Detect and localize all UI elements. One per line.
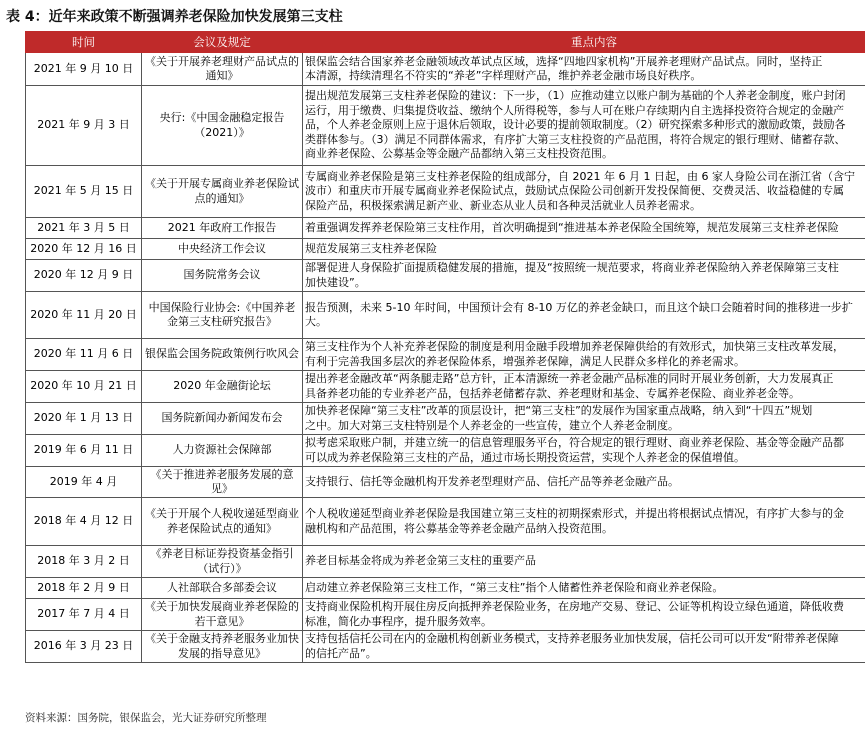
row-content: 着重强调发挥养老保险第三支柱作用，首次明确提到“推进基本养老保险全国统筹，规范发展第三支柱养老保险	[303, 218, 865, 239]
row-date: 2021 年 9 月 3 日	[26, 86, 142, 166]
row-meeting: 2020 年金融街论坛	[142, 371, 303, 403]
table-row	[26, 578, 865, 599]
row-content: 加快养老保障“第三支柱”改革的顶层设计，把“第三支柱”的发展作为国家重点战略，纳入到“十四五”规划 之中。加大对第三支柱特别是个人养老金的一些宣传，建立个人养老金制度。	[303, 403, 865, 435]
row-content: 规范发展第三支柱养老保险	[303, 239, 865, 260]
table-row	[26, 339, 865, 371]
row-content: 养老目标基金将成为养老金第三支柱的重要产品	[303, 546, 865, 578]
row-date: 2021 年 3 月 5 日	[26, 218, 142, 239]
row-content: 第三支柱作为个人补充养老保险的制度是利用金融手段增加养老保障供给的有效形式，加快第三支柱改革发展， 有利于完善我国多层次的养老保险体系，增强养老保障，满足人民群众多样化的养老需求。	[303, 339, 865, 371]
row-date: 2020 年 12 月 16 日	[26, 239, 142, 260]
table-row	[26, 467, 865, 498]
row-date: 2018 年 3 月 2 日	[26, 546, 142, 578]
row-date: 2020 年 12 月 9 日	[26, 260, 142, 292]
row-meeting: 2021 年政府工作报告	[142, 218, 303, 239]
table-row	[26, 166, 865, 218]
table-row	[26, 86, 865, 166]
row-meeting: 银保监会国务院政策例行吹风会	[142, 339, 303, 371]
row-date: 2020 年 11 月 6 日	[26, 339, 142, 371]
table-header-row	[26, 32, 865, 53]
header-time: 时间	[26, 32, 142, 53]
row-date: 2019 年 4 月	[26, 467, 142, 498]
row-date: 2016 年 3 月 23 日	[26, 631, 142, 663]
table-row	[26, 218, 865, 239]
row-date: 2021 年 9 月 10 日	[26, 53, 142, 86]
table-row	[26, 53, 865, 86]
row-meeting: 《关于推进养老服务发展的意见》	[142, 467, 303, 498]
table-row	[26, 403, 865, 435]
row-meeting: 《关于开展个人税收递延型商业养老保险试点的通知》	[142, 498, 303, 546]
row-date: 2020 年 10 月 21 日	[26, 371, 142, 403]
table-row	[26, 260, 865, 292]
header-content: 重点内容	[303, 32, 865, 53]
row-content: 支持商业保险机构开展住房反向抵押养老保险业务，在房地产交易、登记、公证等机构设立绿色通道，降低收费 标准，简化办事程序，提升服务效率。	[303, 599, 865, 631]
row-meeting: 中央经济工作会议	[142, 239, 303, 260]
row-meeting: 国务院新闻办新闻发布会	[142, 403, 303, 435]
row-meeting: 《关于开展养老理财产品试点的通知》	[142, 53, 303, 86]
row-content: 启动建立养老保险第三支柱工作，“第三支柱”指个人储蓄性养老保险和商业养老保险。	[303, 578, 865, 599]
row-meeting: 人社部联合多部委会议	[142, 578, 303, 599]
row-content: 个人税收递延型商业养老保险是我国建立第三支柱的初期探索形式，并提出将根据试点情况，有序扩大参与的金 融机构和产品范围，将公募基金等养老金融产品纳入投资范围。	[303, 498, 865, 546]
source-note: 资料来源：国务院，银保监会，光大证券研究所整理	[25, 712, 267, 724]
row-meeting: 中国保险行业协会:《中国养老金第三支柱研究报告》	[142, 292, 303, 339]
row-date: 2020 年 11 月 20 日	[26, 292, 142, 339]
table-row	[26, 292, 865, 339]
table-row	[26, 546, 865, 578]
row-content: 报告预测，未来 5-10 年时间，中国预计会有 8-10 万亿的养老金缺口，而且这个缺口会随着时间的推移进一步扩 大。	[303, 292, 865, 339]
row-meeting: 《关于金融支持养老服务业加快发展的指导意见》	[142, 631, 303, 663]
row-content: 提出养老金融改革“两条腿走路”总方针，正本清源统一养老金融产品标准的同时开展业务创新，大力发展真正 具备养老功能的专业养老产品，包括养老储蓄存款、养老理财和基金、专属养老保险、商业养老金等。	[303, 371, 865, 403]
row-meeting: 国务院常务会议	[142, 260, 303, 292]
table-row	[26, 239, 865, 260]
row-date: 2018 年 2 月 9 日	[26, 578, 142, 599]
row-meeting: 人力资源社会保障部	[142, 435, 303, 467]
row-date: 2021 年 5 月 15 日	[26, 166, 142, 218]
row-date: 2018 年 4 月 12 日	[26, 498, 142, 546]
table-row	[26, 631, 865, 663]
table-row	[26, 599, 865, 631]
row-content: 支持包括信托公司在内的金融机构创新业务模式，支持养老服务业加快发展，信托公司可以开发“附带养老保障 的信托产品”。	[303, 631, 865, 663]
header-meeting: 会议及规定	[142, 32, 303, 53]
table-row	[26, 498, 865, 546]
row-content: 部署促进人身保险扩面提质稳健发展的措施，提及“按照统一规范要求，将商业养老保险纳入养老保障第三支柱 加快建设”。	[303, 260, 865, 292]
policy-table	[25, 31, 865, 663]
row-content: 银保监会结合国家养老金融领域改革试点区域，选择“四地四家机构”开展养老理财产品试点。同时，坚持正 本清源，持续清理名不符实的“养老”字样理财产品，维护养老金融市场良好秩序。	[303, 53, 865, 86]
row-date: 2017 年 7 月 4 日	[26, 599, 142, 631]
row-content: 专属商业养老保险是第三支柱养老保险的组成部分，自 2021 年 6 月 1 日起，由 6 家人身险公司在浙江省（含宁 波市）和重庆市开展专属商业养老保险试点，鼓励试点保险公司创新开发投保简便、交费灵活、收益稳健的专属 保险产品，积极探索满足新产业、新业态从业人员和各种灵活就业人员养老需求。	[303, 166, 865, 218]
table-title: 表 4：近年来政策不断强调养老保险加快发展第三支柱	[6, 9, 343, 25]
row-content: 提出规范发展第三支柱养老保险的建议：下一步，（1）应推动建立以账户制为基础的个人养老金制度，账户封闭 运行，用于缴费、归集提贷收益、缴纳个人所得税等，参与人可在账户存续期内自主选择投资符合规定的金融产 品，个人养老金原则上应于退休后领取，设计必要的提前领取制度。（2）研究探索多种形式的激励政策，鼓励各 类群体参与。（3）满足不同群体需求，有序扩大第三支柱投资的产品范围，将符合规定的银行理财、储蓄存款、 商业养老保险、公募基金等金融产品都纳入第三支柱投资范围。	[303, 86, 865, 166]
row-content: 支持银行、信托等金融机构开发养老型理财产品、信托产品等养老金融产品。	[303, 467, 865, 498]
row-meeting: 央行:《中国金融稳定报告（2021）》	[142, 86, 303, 166]
table-row	[26, 371, 865, 403]
row-meeting: 《关于开展专属商业养老保险试点的通知》	[142, 166, 303, 218]
row-content: 拟考虑采取账户制，并建立统一的信息管理服务平台，符合规定的银行理财、商业养老保险、基金等金融产品都 可以成为养老保险第三支柱的产品，通过市场长期投资运营，实现个人养老金的保值增值。	[303, 435, 865, 467]
row-date: 2020 年 1 月 13 日	[26, 403, 142, 435]
table-row	[26, 435, 865, 467]
row-date: 2019 年 6 月 11 日	[26, 435, 142, 467]
row-meeting: 《关于加快发展商业养老保险的若干意见》	[142, 599, 303, 631]
row-meeting: 《养老目标证券投资基金指引（试行）》	[142, 546, 303, 578]
